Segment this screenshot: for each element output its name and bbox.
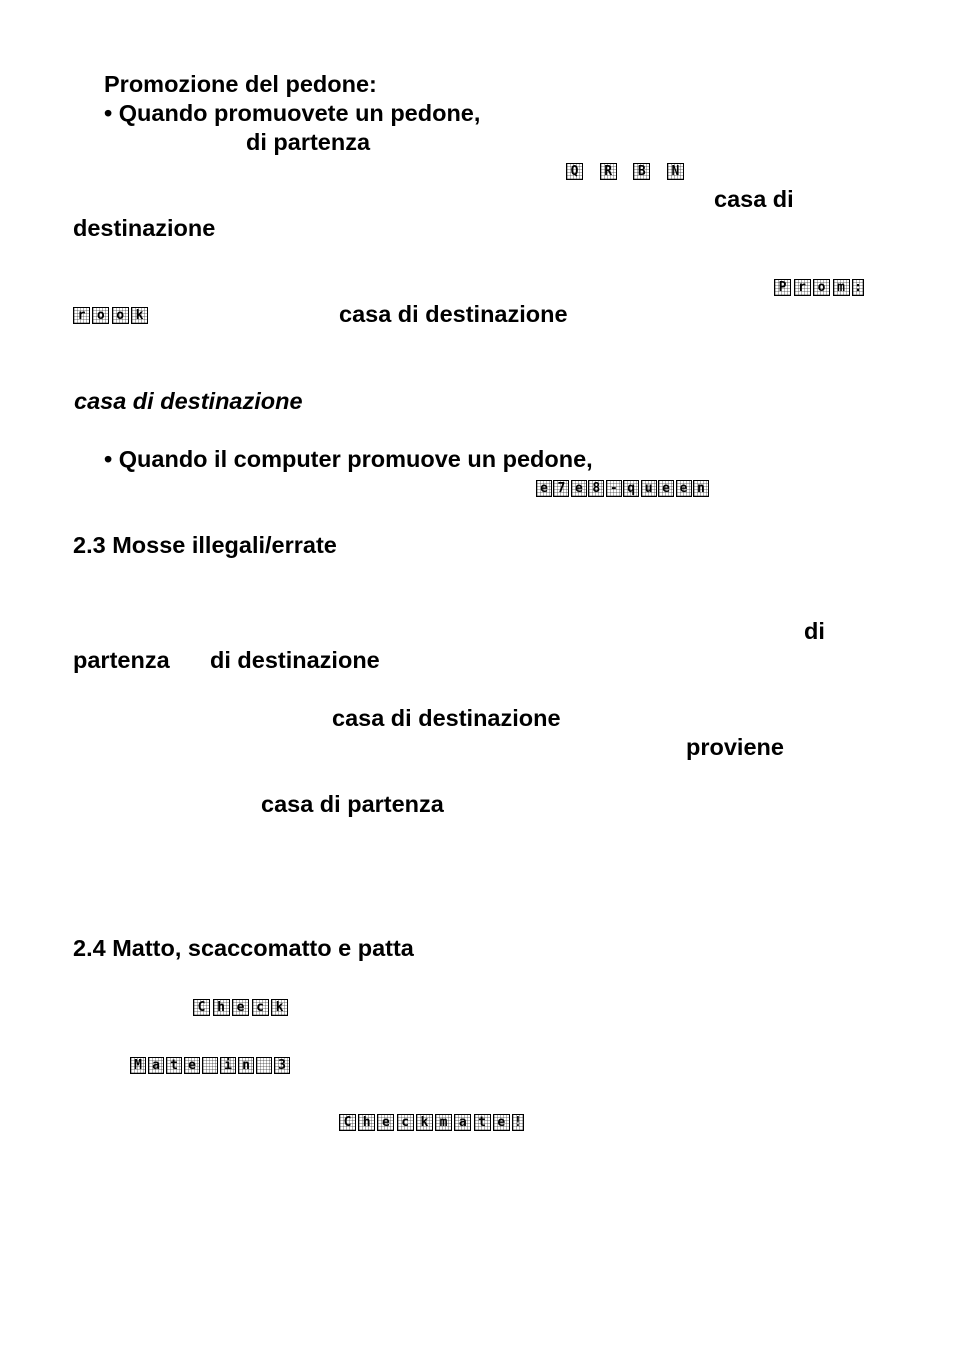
lcd-char: k [416,1114,433,1131]
lcd-char: ! [512,1114,524,1131]
lcd-char: - [606,480,622,497]
lcd-char: M [130,1057,146,1074]
lcd-char: k [131,307,148,324]
lcd-char: 8 [588,480,604,497]
lcd-char: R [600,163,617,180]
lcd-char: n [238,1057,254,1074]
lcd-char: e [377,1114,394,1131]
promotion-bullet-user: • Quando promuovete un pedone, [104,100,481,126]
di-label: di [804,618,825,644]
lcd-char: c [252,999,269,1016]
lcd-char: t [474,1114,491,1131]
lcd-char [256,1057,272,1074]
lcd-char: e [571,480,587,497]
lcd-char: e [658,480,674,497]
lcd-char: r [794,279,811,296]
lcd-char: N [667,163,684,180]
lcd-char: Q [566,163,583,180]
lcd-rook [73,306,148,325]
lcd-char: i [220,1057,236,1074]
di-destinazione-label: di destinazione [210,647,380,673]
lcd-mate-in [130,1056,290,1075]
lcd-char: e [536,480,552,497]
lcd-char: o [92,307,109,324]
lcd-char [202,1057,218,1074]
proviene-label: proviene [686,734,784,760]
lcd-char: 7 [553,480,569,497]
lcd-check [193,998,288,1017]
lcd-char: q [623,480,639,497]
lcd-char: e [676,480,692,497]
section-heading-2-3: 2.3 Mosse illegali/errate [73,532,337,558]
casa-di-destinazione-italic: casa di destinazione [74,388,303,414]
lcd-char: m [435,1114,452,1131]
lcd-char: k [271,999,288,1016]
lcd-char: c [397,1114,414,1131]
lcd-prom-label [774,278,864,297]
lcd-char: m [833,279,850,296]
lcd-char: : [852,279,864,296]
lcd-char: h [213,999,230,1016]
di-partenza-label: di partenza [246,129,371,155]
lcd-char: 3 [274,1057,290,1074]
promotion-bullet-computer: • Quando il computer promuove un pedone, [104,446,593,472]
lcd-char: o [813,279,830,296]
lcd-char: C [339,1114,356,1131]
lcd-checkmate [339,1113,524,1132]
lcd-char: o [112,307,129,324]
partenza-label: partenza [73,647,170,673]
lcd-char: a [148,1057,164,1074]
lcd-char: t [166,1057,182,1074]
lcd-char: n [693,480,709,497]
lcd-char: P [774,279,791,296]
lcd-char: h [358,1114,375,1131]
casa-di-destinazione-label-2: casa di destinazione [332,705,561,731]
lcd-char: C [193,999,210,1016]
destinazione-label: destinazione [73,215,216,241]
lcd-char: u [641,480,657,497]
casa-di-partenza-label: casa di partenza [261,791,444,817]
lcd-char: B [633,163,650,180]
lcd-char: e [232,999,249,1016]
lcd-computer-move [536,479,709,498]
lcd-char: a [454,1114,471,1131]
lcd-char: e [184,1057,200,1074]
section-heading-2-4: 2.4 Matto, scaccomatto e patta [73,935,414,961]
promotion-heading: Promozione del pedone: [104,71,377,97]
lcd-char: e [493,1114,510,1131]
lcd-promotion-pieces [566,162,684,181]
lcd-char: r [73,307,90,324]
casa-di-label: casa di [714,186,794,212]
casa-di-destinazione-label: casa di destinazione [339,301,568,327]
